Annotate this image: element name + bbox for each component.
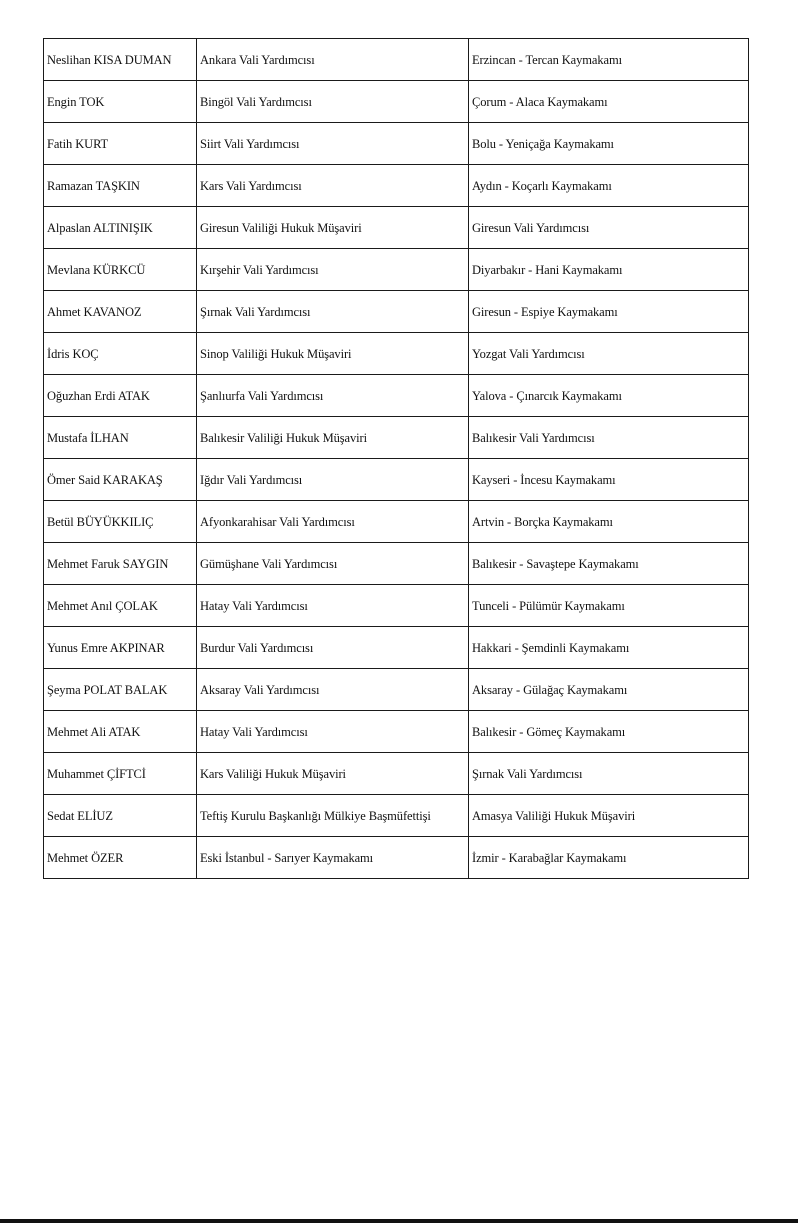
new-post-cell: Çorum - Alaca Kaymakamı: [469, 81, 749, 123]
current-post-cell: Aksaray Vali Yardımcısı: [197, 669, 469, 711]
appointments-table-body: [44, 39, 749, 879]
new-post-cell: Amasya Valiliği Hukuk Müşaviri: [469, 795, 749, 837]
new-post-cell: Balıkesir - Gömeç Kaymakamı: [469, 711, 749, 753]
current-post-cell: Eski İstanbul - Sarıyer Kaymakamı: [197, 837, 469, 879]
table-row: [44, 627, 749, 669]
table-row: [44, 837, 749, 879]
new-post-cell: Giresun Vali Yardımcısı: [469, 207, 749, 249]
person-name-cell: Ahmet KAVANOZ: [44, 291, 197, 333]
new-post-cell: İzmir - Karabağlar Kaymakamı: [469, 837, 749, 879]
person-name-cell: Yunus Emre AKPINAR: [44, 627, 197, 669]
current-post-cell: Iğdır Vali Yardımcısı: [197, 459, 469, 501]
current-post-cell: Teftiş Kurulu Başkanlığı Mülkiye Başmüfettişi: [197, 795, 469, 837]
person-name-cell: Alpaslan ALTINIŞIK: [44, 207, 197, 249]
table-row: [44, 543, 749, 585]
person-name-cell: Mehmet ÖZER: [44, 837, 197, 879]
person-name-cell: Mehmet Faruk SAYGIN: [44, 543, 197, 585]
table-row: [44, 165, 749, 207]
new-post-cell: Kayseri - İncesu Kaymakamı: [469, 459, 749, 501]
person-name-cell: Betül BÜYÜKKILIÇ: [44, 501, 197, 543]
person-name-cell: Muhammet ÇİFTCİ: [44, 753, 197, 795]
person-name-cell: Engin TOK: [44, 81, 197, 123]
current-post-cell: Burdur Vali Yardımcısı: [197, 627, 469, 669]
new-post-cell: Diyarbakır - Hani Kaymakamı: [469, 249, 749, 291]
current-post-cell: Giresun Valiliği Hukuk Müşaviri: [197, 207, 469, 249]
person-name-cell: Mustafa İLHAN: [44, 417, 197, 459]
current-post-cell: Kırşehir Vali Yardımcısı: [197, 249, 469, 291]
table-row: [44, 459, 749, 501]
table-row: [44, 291, 749, 333]
new-post-cell: Hakkari - Şemdinli Kaymakamı: [469, 627, 749, 669]
new-post-cell: Tunceli - Pülümür Kaymakamı: [469, 585, 749, 627]
new-post-cell: Bolu - Yeniçağa Kaymakamı: [469, 123, 749, 165]
table-row: [44, 123, 749, 165]
page-bottom-edge: [0, 1219, 798, 1223]
new-post-cell: Artvin - Borçka Kaymakamı: [469, 501, 749, 543]
person-name-cell: Sedat ELİUZ: [44, 795, 197, 837]
new-post-cell: Şırnak Vali Yardımcısı: [469, 753, 749, 795]
person-name-cell: Neslihan KISA DUMAN: [44, 39, 197, 81]
new-post-cell: Balıkesir - Savaştepe Kaymakamı: [469, 543, 749, 585]
table-row: [44, 753, 749, 795]
current-post-cell: Balıkesir Valiliği Hukuk Müşaviri: [197, 417, 469, 459]
person-name-cell: Mehmet Anıl ÇOLAK: [44, 585, 197, 627]
person-name-cell: Mevlana KÜRKCÜ: [44, 249, 197, 291]
current-post-cell: Şanlıurfa Vali Yardımcısı: [197, 375, 469, 417]
table-row: [44, 585, 749, 627]
current-post-cell: Afyonkarahisar Vali Yardımcısı: [197, 501, 469, 543]
table-row: [44, 795, 749, 837]
person-name-cell: Mehmet Ali ATAK: [44, 711, 197, 753]
table-row: [44, 375, 749, 417]
current-post-cell: Sinop Valiliği Hukuk Müşaviri: [197, 333, 469, 375]
table-row: [44, 39, 749, 81]
current-post-cell: Ankara Vali Yardımcısı: [197, 39, 469, 81]
new-post-cell: Yalova - Çınarcık Kaymakamı: [469, 375, 749, 417]
table-row: [44, 711, 749, 753]
person-name-cell: Fatih KURT: [44, 123, 197, 165]
current-post-cell: Gümüşhane Vali Yardımcısı: [197, 543, 469, 585]
person-name-cell: Ömer Said KARAKAŞ: [44, 459, 197, 501]
table-row: [44, 333, 749, 375]
current-post-cell: Hatay Vali Yardımcısı: [197, 711, 469, 753]
table-row: [44, 417, 749, 459]
table-row: [44, 249, 749, 291]
new-post-cell: Balıkesir Vali Yardımcısı: [469, 417, 749, 459]
current-post-cell: Bingöl Vali Yardımcısı: [197, 81, 469, 123]
person-name-cell: İdris KOÇ: [44, 333, 197, 375]
person-name-cell: Oğuzhan Erdi ATAK: [44, 375, 197, 417]
table-row: [44, 501, 749, 543]
new-post-cell: Yozgat Vali Yardımcısı: [469, 333, 749, 375]
new-post-cell: Erzincan - Tercan Kaymakamı: [469, 39, 749, 81]
appointments-table: [43, 38, 749, 879]
person-name-cell: Şeyma POLAT BALAK: [44, 669, 197, 711]
current-post-cell: Şırnak Vali Yardımcısı: [197, 291, 469, 333]
new-post-cell: Aydın - Koçarlı Kaymakamı: [469, 165, 749, 207]
current-post-cell: Kars Vali Yardımcısı: [197, 165, 469, 207]
table-row: [44, 207, 749, 249]
person-name-cell: Ramazan TAŞKIN: [44, 165, 197, 207]
new-post-cell: Aksaray - Gülağaç Kaymakamı: [469, 669, 749, 711]
current-post-cell: Siirt Vali Yardımcısı: [197, 123, 469, 165]
new-post-cell: Giresun - Espiye Kaymakamı: [469, 291, 749, 333]
current-post-cell: Hatay Vali Yardımcısı: [197, 585, 469, 627]
current-post-cell: Kars Valiliği Hukuk Müşaviri: [197, 753, 469, 795]
table-row: [44, 81, 749, 123]
table-row: [44, 669, 749, 711]
